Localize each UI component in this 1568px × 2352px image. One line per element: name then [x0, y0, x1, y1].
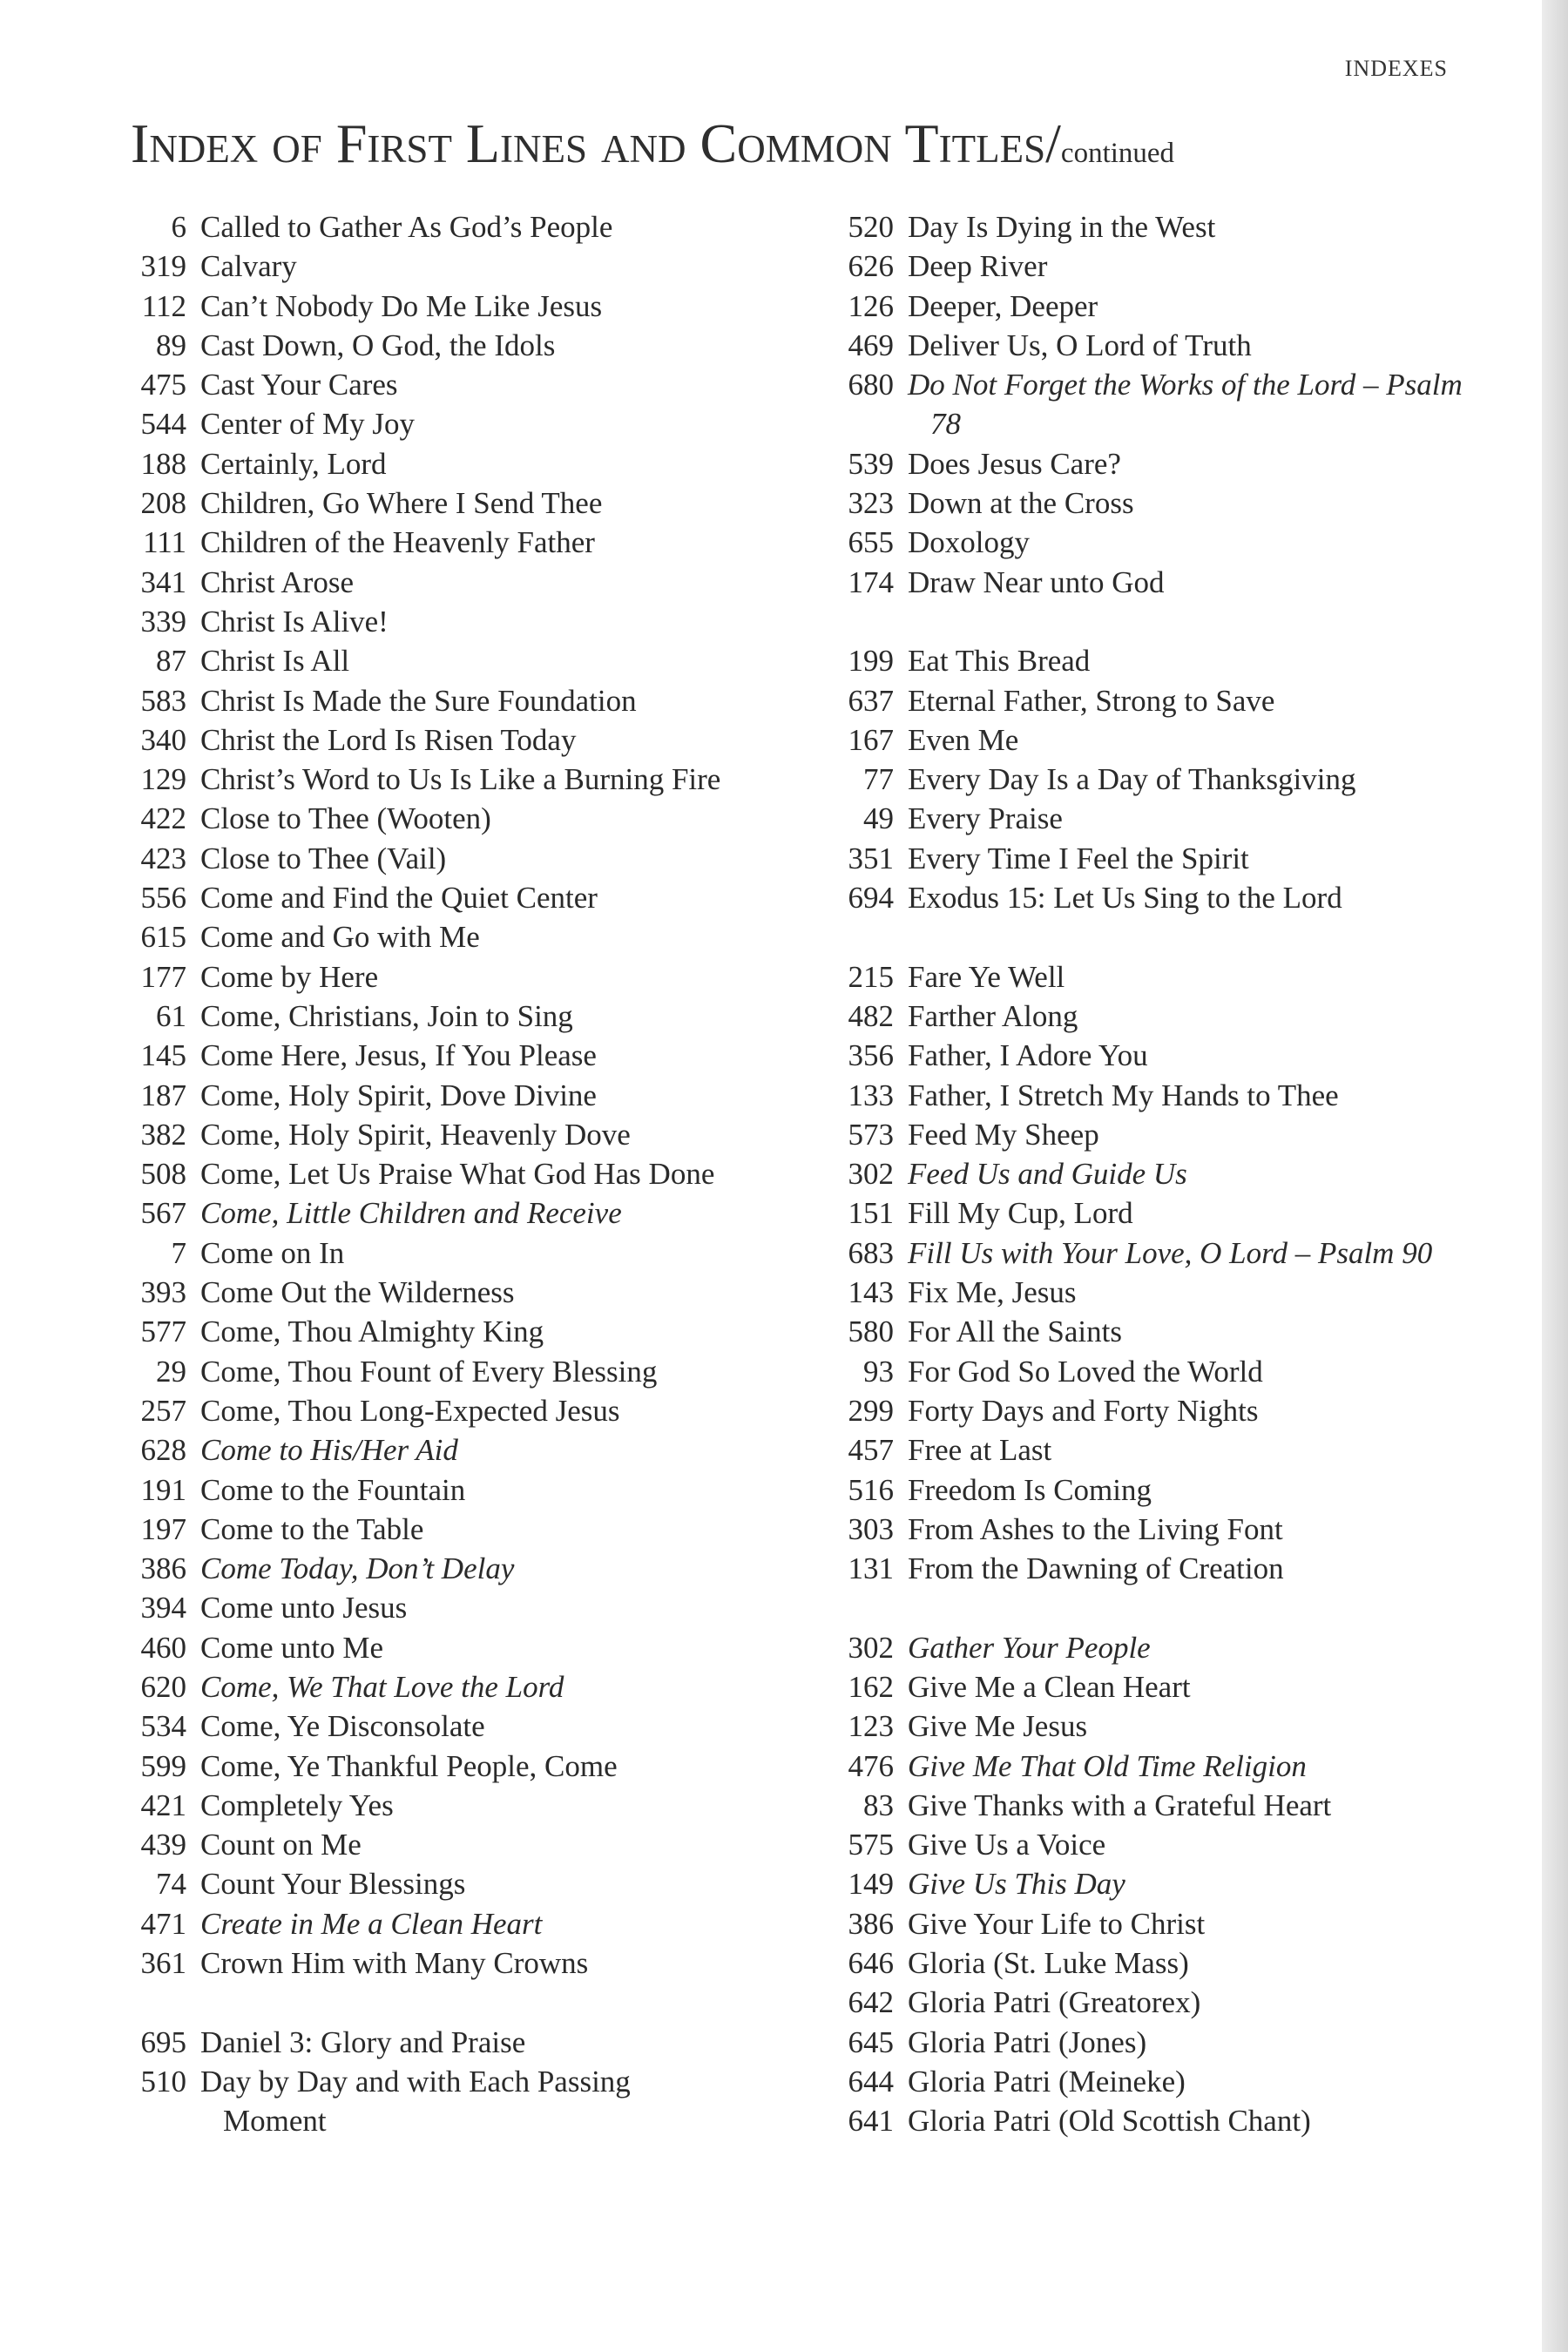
- hymn-number: 475: [140, 368, 186, 402]
- index-entry: [810, 1430, 1468, 1470]
- hymn-number: 534: [140, 1709, 186, 1744]
- hymn-number: 642: [848, 1985, 894, 2020]
- hymn-number: 626: [848, 249, 894, 284]
- hymn-title: Even Me: [908, 722, 1019, 757]
- hymn-number: 539: [848, 446, 894, 481]
- index-entry: [810, 1076, 1468, 1115]
- hymn-number: 191: [140, 1472, 186, 1507]
- index-entry: [103, 720, 730, 760]
- index-entry: [103, 1667, 730, 1707]
- index-entry: [103, 799, 730, 838]
- hymn-title: Calvary: [200, 249, 297, 284]
- index-entry: [810, 1352, 1468, 1391]
- hymn-number: 151: [848, 1196, 894, 1231]
- hymn-title: Close to Thee (Vail): [200, 841, 447, 875]
- hymn-title: Come by Here: [200, 959, 379, 994]
- hymn-title: Fare Ye Well: [908, 959, 1065, 994]
- hymn-title: Give Me a Clean Heart: [908, 1669, 1191, 1704]
- index-entry: [810, 2101, 1468, 2140]
- page-title: [131, 112, 1174, 176]
- hymn-title: Christ Is Made the Sure Foundation: [200, 683, 637, 718]
- hymn-number: 361: [140, 1946, 186, 1981]
- index-entry: [810, 444, 1468, 483]
- index-entry: [810, 681, 1468, 720]
- index-entry: [103, 2062, 730, 2141]
- index-entry: [103, 365, 730, 404]
- index-entry: [810, 1628, 1468, 1667]
- hymn-number: 577: [140, 1315, 186, 1349]
- index-entry: [103, 326, 730, 365]
- hymn-title: Children, Go Where I Send Thee: [200, 486, 603, 521]
- hymn-number: 644: [848, 2064, 894, 2099]
- hymn-title: Forty Days and Forty Nights: [908, 1393, 1259, 1428]
- index-entry: [103, 444, 730, 483]
- hymn-title: Count Your Blessings: [200, 1867, 466, 1902]
- index-entry: [103, 1747, 730, 1786]
- index-entry: [103, 641, 730, 680]
- hymn-number: 620: [140, 1669, 186, 1704]
- hymn-title: Come Today, Don’t Delay: [200, 1551, 515, 1586]
- index-entry: [103, 878, 730, 917]
- index-entry: [103, 1510, 730, 1549]
- hymn-title: Father, I Stretch My Hands to Thee: [908, 1078, 1339, 1112]
- hymn-number: 694: [848, 881, 894, 916]
- hymn-number: 177: [140, 959, 186, 994]
- hymn-title: Eat This Bread: [908, 644, 1091, 679]
- index-column-left: [103, 207, 730, 2141]
- hymn-title: Come, Thou Fount of Every Blessing: [200, 1354, 658, 1389]
- index-entry: [103, 917, 730, 956]
- index-entry: [103, 1115, 730, 1154]
- hymn-number: 580: [848, 1315, 894, 1349]
- hymn-title: Come, Thou Almighty King: [200, 1315, 544, 1349]
- hymn-title: Come, Christians, Join to Sing: [200, 998, 573, 1033]
- page-title-main: Index of First Lines and Common Titles/: [131, 112, 1061, 174]
- hymn-title: Freedom Is Coming: [908, 1472, 1152, 1507]
- index-entry: [103, 207, 730, 247]
- hymn-number: 61: [156, 998, 186, 1033]
- index-entry: [103, 1233, 730, 1273]
- index-entry: [103, 1036, 730, 1075]
- hymn-title: Center of My Joy: [200, 407, 415, 442]
- hymn-number: 439: [140, 1828, 186, 1862]
- hymn-number: 145: [140, 1038, 186, 1073]
- hymn-number: 302: [848, 1157, 894, 1192]
- index-entry: [810, 207, 1468, 247]
- hymn-number: 49: [863, 801, 894, 836]
- hymn-title: Feed Us and Guide Us: [908, 1157, 1187, 1192]
- index-entry: [810, 1154, 1468, 1193]
- hymn-number: 641: [848, 2104, 894, 2139]
- hymn-title: Gloria Patri (Old Scottish Chant): [908, 2104, 1311, 2139]
- hymn-title: Come Here, Jesus, If You Please: [200, 1038, 597, 1073]
- index-entry: [103, 1154, 730, 1193]
- hymn-number: 394: [140, 1591, 186, 1625]
- hymn-number: 457: [848, 1433, 894, 1468]
- hymn-title: Down at the Cross: [908, 486, 1134, 521]
- index-entry: [810, 760, 1468, 799]
- hymn-title: Certainly, Lord: [200, 446, 387, 481]
- index-entry: [810, 1036, 1468, 1075]
- hymn-title: Create in Me a Clean Heart: [200, 1906, 543, 1941]
- index-entry: [810, 1470, 1468, 1510]
- hymn-number: 74: [156, 1867, 186, 1902]
- hymn-title: Deliver Us, O Lord of Truth: [908, 328, 1252, 362]
- hymn-number: 77: [863, 762, 894, 797]
- hymn-title: Fill My Cup, Lord: [908, 1196, 1133, 1231]
- hymn-number: 460: [140, 1630, 186, 1665]
- hymn-title: Close to Thee (Wooten): [200, 801, 491, 836]
- hymn-title: Children of the Heavenly Father: [200, 525, 595, 560]
- index-entry: [810, 997, 1468, 1036]
- hymn-title: Does Jesus Care?: [908, 446, 1121, 481]
- hymn-title: Come, Little Children and Receive: [200, 1196, 622, 1231]
- page-edge-shadow: [1542, 0, 1568, 2352]
- index-entry: [103, 1904, 730, 1943]
- index-entry: [810, 957, 1468, 997]
- hymn-title: Fill Us with Your Love, O Lord – Psalm 90: [908, 1235, 1433, 1270]
- index-entry: [810, 2023, 1468, 2062]
- hymn-title: Come, Ye Thankful People, Come: [200, 1748, 618, 1783]
- hymn-number: 187: [140, 1078, 186, 1112]
- hymn-title: Come Out the Wilderness: [200, 1275, 515, 1310]
- hymn-number: 516: [848, 1472, 894, 1507]
- index-entry: [103, 483, 730, 523]
- hymn-title: Christ the Lord Is Risen Today: [200, 722, 577, 757]
- index-entry: [103, 1628, 730, 1667]
- hymn-title: Draw Near unto God: [908, 564, 1165, 599]
- index-entry: [103, 1549, 730, 1588]
- index-entry: [103, 957, 730, 997]
- running-head: INDEXES: [1344, 56, 1448, 81]
- hymn-number: 628: [140, 1433, 186, 1468]
- hymn-title: For God So Loved the World: [908, 1354, 1263, 1389]
- index-entry: [103, 287, 730, 326]
- index-entry: [103, 1943, 730, 1983]
- index-entry: [810, 1193, 1468, 1233]
- index-entry: [103, 563, 730, 602]
- hymn-title: Fix Me, Jesus: [908, 1275, 1077, 1310]
- hymn-title: Christ Is Alive!: [200, 604, 389, 639]
- hymn-number: 197: [140, 1511, 186, 1546]
- hymn-number: 131: [848, 1551, 894, 1586]
- hymn-title: Every Praise: [908, 801, 1063, 836]
- hymn-number: 556: [140, 881, 186, 916]
- hymn-title: Give Your Life to Christ: [908, 1906, 1206, 1941]
- hymn-number: 680: [848, 368, 894, 402]
- index-entry: [103, 602, 730, 641]
- hymn-title: Do Not Forget the Works of the Lord – Psalm 78: [908, 368, 1463, 442]
- hymn-title: Day Is Dying in the West: [908, 210, 1216, 244]
- hymn-title: Gloria Patri (Greatorex): [908, 1985, 1201, 2020]
- index-entry: [103, 1312, 730, 1351]
- hymn-number: 123: [848, 1709, 894, 1744]
- hymn-number: 476: [848, 1748, 894, 1783]
- index-entry: [810, 483, 1468, 523]
- index-entry: [810, 1983, 1468, 2022]
- hymn-title: Come to the Table: [200, 1511, 424, 1546]
- hymn-title: Christ Arose: [200, 564, 354, 599]
- hymn-title: Gloria Patri (Meineke): [908, 2064, 1186, 2099]
- hymn-title: Give Me That Old Time Religion: [908, 1748, 1307, 1783]
- hymn-title: Come and Find the Quiet Center: [200, 881, 598, 916]
- hymn-number: 87: [156, 644, 186, 679]
- hymn-title: Eternal Father, Strong to Save: [908, 683, 1275, 718]
- hymn-title: Completely Yes: [200, 1788, 394, 1822]
- hymn-number: 93: [863, 1354, 894, 1389]
- hymn-title: Come unto Jesus: [200, 1591, 408, 1625]
- page-title-continued: continued: [1060, 138, 1175, 169]
- hymn-title: Count on Me: [200, 1828, 362, 1862]
- hymn-title: Every Time I Feel the Spirit: [908, 841, 1249, 875]
- hymn-number: 188: [140, 446, 186, 481]
- hymn-title: Free at Last: [908, 1433, 1052, 1468]
- hymn-title: Day by Day and with Each Passing Moment: [200, 2064, 631, 2139]
- hymn-title: Daniel 3: Glory and Praise: [200, 2024, 526, 2059]
- hymn-title: Father, I Adore You: [908, 1038, 1148, 1073]
- hymn-title: Come unto Me: [200, 1630, 383, 1665]
- hymn-title: Exodus 15: Let Us Sing to the Lord: [908, 881, 1342, 916]
- hymn-title: Come, Let Us Praise What God Has Done: [200, 1157, 715, 1192]
- hymn-title: Come on In: [200, 1235, 345, 1270]
- index-entry: [810, 1943, 1468, 1983]
- hymn-number: 508: [140, 1157, 186, 1192]
- hymn-number: 303: [848, 1511, 894, 1546]
- hymn-number: 341: [140, 564, 186, 599]
- hymn-number: 174: [848, 564, 894, 599]
- index-entry: [810, 563, 1468, 602]
- index-entry: [103, 760, 730, 799]
- index-entry: [103, 997, 730, 1036]
- index-entry: [810, 247, 1468, 286]
- index-entry: [810, 1273, 1468, 1312]
- hymn-title: Christ’s Word to Us Is Like a Burning Fire: [200, 762, 721, 797]
- hymn-number: 637: [848, 683, 894, 718]
- index-entry: [810, 1233, 1468, 1273]
- index-entry: [810, 839, 1468, 878]
- hymn-number: 29: [156, 1354, 186, 1389]
- hymn-number: 143: [848, 1275, 894, 1310]
- hymn-number: 386: [140, 1551, 186, 1586]
- hymn-title: Come, Holy Spirit, Heavenly Dove: [200, 1117, 631, 1152]
- hymn-title: Come to His/Her Aid: [200, 1433, 458, 1468]
- hymn-title: Farther Along: [908, 998, 1078, 1033]
- index-entry: [103, 1193, 730, 1233]
- index-entry: [810, 326, 1468, 365]
- hymn-number: 695: [140, 2024, 186, 2059]
- hymn-number: 482: [848, 998, 894, 1033]
- hymn-number: 575: [848, 1828, 894, 1862]
- hymn-number: 112: [141, 288, 186, 323]
- index-column-right: [810, 207, 1468, 2141]
- hymn-number: 208: [140, 486, 186, 521]
- index-entry: [103, 1588, 730, 1627]
- hymn-title: Every Day Is a Day of Thanksgiving: [908, 762, 1356, 797]
- hymn-number: 129: [140, 762, 186, 797]
- index-entry: [810, 720, 1468, 760]
- index-entry: [103, 1430, 730, 1470]
- hymn-number: 340: [140, 722, 186, 757]
- hymn-title: Give Us a Voice: [908, 1828, 1106, 1862]
- index-entry: [103, 523, 730, 562]
- hymn-title: Crown Him with Many Crowns: [200, 1946, 589, 1981]
- index-entry: [103, 681, 730, 720]
- hymn-number: 382: [140, 1117, 186, 1152]
- hymn-title: Come and Go with Me: [200, 920, 480, 955]
- index-entry: [103, 1352, 730, 1391]
- hymn-number: 421: [140, 1788, 186, 1822]
- index-entry: [103, 1825, 730, 1864]
- index-entry: [810, 1667, 1468, 1707]
- index-entry: [810, 1747, 1468, 1786]
- hymn-number: 215: [848, 959, 894, 994]
- hymn-title: Doxology: [908, 525, 1030, 560]
- index-entry: [810, 1864, 1468, 1903]
- hymn-number: 422: [140, 801, 186, 836]
- index-entry: [810, 1510, 1468, 1549]
- index-entry: [810, 1391, 1468, 1430]
- hymn-number: 6: [171, 210, 186, 244]
- index-entry: [103, 404, 730, 443]
- index-entry: [103, 839, 730, 878]
- hymn-number: 199: [848, 644, 894, 679]
- hymn-title: Called to Gather As God’s People: [200, 210, 613, 244]
- index-entry: [810, 1549, 1468, 1588]
- index-entry: [103, 247, 730, 286]
- hymn-number: 89: [156, 328, 186, 362]
- hymn-title: Gloria Patri (Jones): [908, 2024, 1147, 2059]
- hymn-number: 339: [140, 604, 186, 639]
- index-entry: [810, 1312, 1468, 1351]
- hymn-number: 646: [848, 1946, 894, 1981]
- hymn-title: Cast Your Cares: [200, 368, 398, 402]
- hymn-number: 510: [140, 2064, 186, 2099]
- hymn-number: 544: [140, 407, 186, 442]
- hymn-number: 393: [140, 1275, 186, 1310]
- hymn-number: 149: [848, 1867, 894, 1902]
- hymn-title: Give Me Jesus: [908, 1709, 1088, 1744]
- index-entry: [810, 287, 1468, 326]
- hymn-title: Can’t Nobody Do Me Like Jesus: [200, 288, 603, 323]
- index-entry: [810, 523, 1468, 562]
- hymn-number: 111: [143, 525, 186, 560]
- index-entry: [103, 1391, 730, 1430]
- hymn-title: Give Thanks with a Grateful Heart: [908, 1788, 1332, 1822]
- hymn-number: 423: [140, 841, 186, 875]
- hymn-number: 257: [140, 1393, 186, 1428]
- hymn-number: 386: [848, 1906, 894, 1941]
- hymn-title: Come, Thou Long-Expected Jesus: [200, 1393, 620, 1428]
- index-entry: [810, 1707, 1468, 1746]
- index-entry: [103, 1786, 730, 1825]
- hymn-number: 126: [848, 288, 894, 323]
- hymn-number: 469: [848, 328, 894, 362]
- hymn-number: 351: [848, 841, 894, 875]
- index-entry: [810, 1825, 1468, 1864]
- hymn-number: 520: [848, 210, 894, 244]
- hymn-number: 655: [848, 525, 894, 560]
- index-entry: [810, 641, 1468, 680]
- hymn-number: 323: [848, 486, 894, 521]
- index-entry: [103, 1864, 730, 1903]
- hymn-number: 299: [848, 1393, 894, 1428]
- hymn-number: 356: [848, 1038, 894, 1073]
- hymn-number: 583: [140, 683, 186, 718]
- hymn-title: Come, Ye Disconsolate: [200, 1709, 485, 1744]
- hymn-title: Deeper, Deeper: [908, 288, 1098, 323]
- hymn-number: 83: [863, 1788, 894, 1822]
- hymn-title: For All the Saints: [908, 1315, 1122, 1349]
- index-entry: [103, 1273, 730, 1312]
- hymn-number: 162: [848, 1669, 894, 1704]
- index-entry: [810, 799, 1468, 838]
- hymn-number: 615: [140, 920, 186, 955]
- hymn-title: Deep River: [908, 249, 1048, 284]
- hymn-title: From the Dawning of Creation: [908, 1551, 1284, 1586]
- hymn-title: From Ashes to the Living Font: [908, 1511, 1283, 1546]
- hymn-title: Give Us This Day: [908, 1867, 1125, 1902]
- hymn-number: 683: [848, 1235, 894, 1270]
- hymn-number: 133: [848, 1078, 894, 1112]
- index-entry: [810, 1115, 1468, 1154]
- hymn-number: 167: [848, 722, 894, 757]
- hymn-title: Come, Holy Spirit, Dove Divine: [200, 1078, 597, 1112]
- hymn-title: Come, We That Love the Lord: [200, 1669, 564, 1704]
- hymn-title: Cast Down, O God, the Idols: [200, 328, 556, 362]
- index-entry: [103, 2023, 730, 2062]
- hymn-title: Feed My Sheep: [908, 1117, 1099, 1152]
- hymn-title: Come to the Fountain: [200, 1472, 466, 1507]
- index-entry: [103, 1707, 730, 1746]
- hymn-title: Christ Is All: [200, 644, 350, 679]
- index-entry: [810, 878, 1468, 917]
- hymn-number: 567: [140, 1196, 186, 1231]
- hymn-number: 471: [140, 1906, 186, 1941]
- hymn-number: 319: [140, 249, 186, 284]
- index-entry: [810, 1904, 1468, 1943]
- hymn-number: 645: [848, 2024, 894, 2059]
- hymn-number: 302: [848, 1630, 894, 1665]
- index-entry: [810, 1786, 1468, 1825]
- index-entry: [103, 1076, 730, 1115]
- hymn-title: Gather Your People: [908, 1630, 1151, 1665]
- hymn-number: 573: [848, 1117, 894, 1152]
- hymn-title: Gloria (St. Luke Mass): [908, 1946, 1189, 1981]
- hymn-number: 7: [171, 1235, 186, 1270]
- index-entry: [103, 1470, 730, 1510]
- index-entry: [810, 365, 1468, 444]
- index-entry: [810, 2062, 1468, 2101]
- hymn-number: 599: [140, 1748, 186, 1783]
